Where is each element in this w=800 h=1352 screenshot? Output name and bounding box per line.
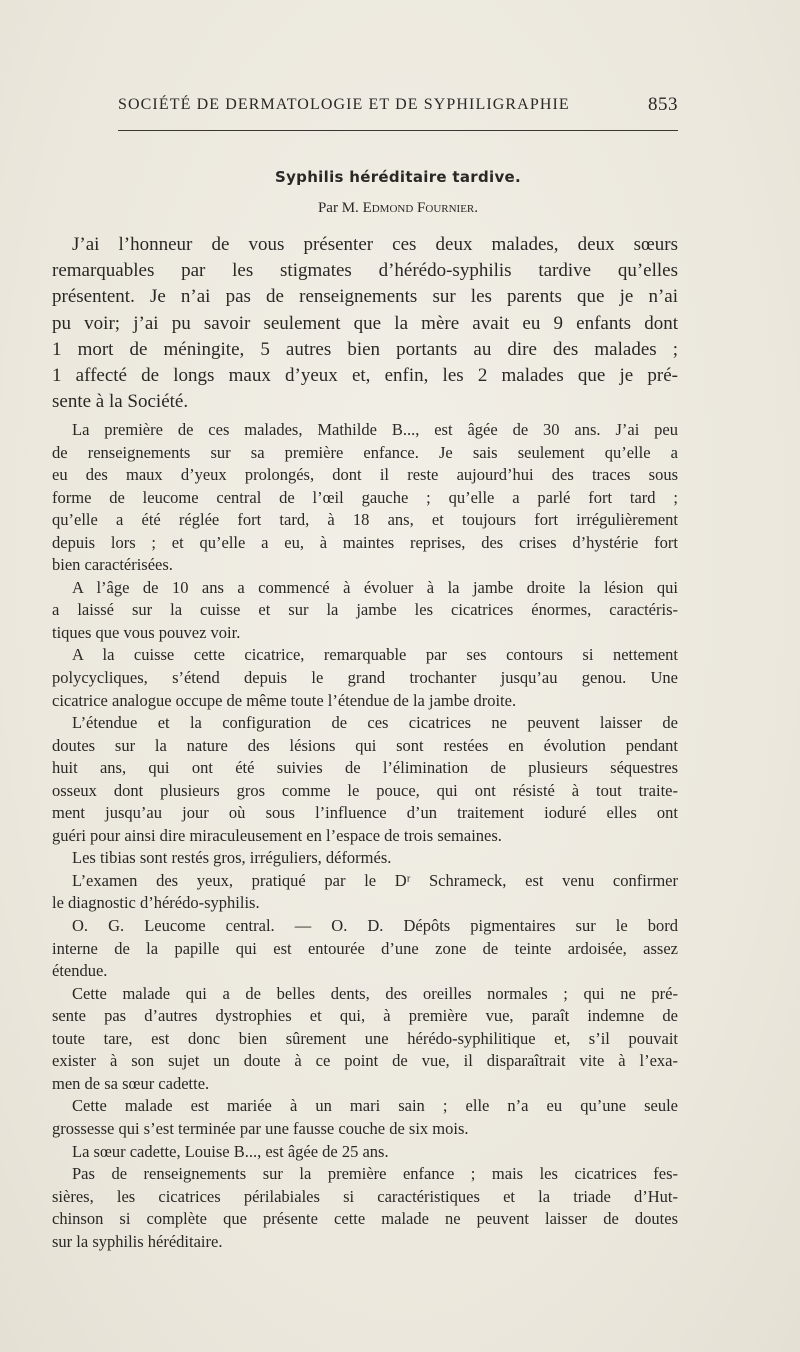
- text-line: La sœur cadette, Louise B..., est âgée de 25 ans.: [72, 1141, 389, 1161]
- intro-paragraph: [52, 232, 678, 415]
- text-line: chinson si complète que présente cette malade ne peuvent laisser de doutes: [52, 1209, 678, 1229]
- text-line: 1 mort de méningite, 5 autres bien portants au dire des malades ;: [52, 338, 678, 360]
- text-line: pu voir; j’ai pu savoir seulement que la mère avait eu 9 enfants dont: [52, 312, 678, 334]
- author-name: Edmond Fournier.: [362, 200, 479, 216]
- text-line: a laissé sur la cuisse et sur la jambe les cicatrices énormes, caractéris-: [52, 600, 678, 620]
- text-line: L’examen des yeux, pratiqué par le Dʳ Schrameck, est venu confirmer: [72, 870, 678, 890]
- text-line: 1 affecté de longs maux d’yeux et, enfin, les 2 malades que je pré-: [52, 364, 678, 386]
- text-line: toute tare, est donc bien sûrement une hérédo-syphilitique et, s’il pouvait: [52, 1028, 678, 1048]
- text-line: L’étendue et la configuration de ces cicatrices ne peuvent laisser de: [72, 713, 678, 733]
- text-line: huit ans, qui ont été suivies de l’élimination de plusieurs séquestres: [52, 758, 678, 778]
- text-line: bien caractérisées.: [52, 555, 173, 575]
- text-line: La première de ces malades, Mathilde B..., est âgée de 30 ans. J’ai peu: [72, 420, 678, 439]
- text-line: J’ai l’honneur de vous présenter ces deux malades, deux sœurs: [72, 234, 678, 255]
- author-line: [118, 200, 678, 217]
- article-title: Syphilis héréditaire tardive.: [274, 168, 522, 186]
- text-line: présentent. Je n’ai pas de renseignements sur les parents que je n’ai: [52, 286, 678, 308]
- text-line: depuis lors ; et qu’elle a eu, à maintes reprises, des crises d’hystérie fort: [52, 532, 678, 552]
- text-line: sur la syphilis héréditaire.: [52, 1231, 223, 1251]
- text-line: A la cuisse cette cicatrice, remarquable par ses contours si nettement: [72, 645, 678, 665]
- header-rule: [118, 130, 678, 131]
- text-line: sente pas d’autres dystrophies et qui, à première vue, paraît indemne de: [52, 1006, 678, 1026]
- running-header: [118, 96, 678, 122]
- text-line: cicatrice analogue occupe de même toute l’étendue de la jambe droite.: [52, 690, 517, 710]
- text-line: O. G. Leucome central. — O. D. Dépôts pigmentaires sur le bord: [72, 916, 678, 936]
- running-title: SOCIÉTÉ DE DERMATOLOGIE ET DE SYPHILIGRAPHIE: [118, 96, 570, 113]
- text-line: sières, les cicatrices périlabiales si caractéristiques et la triade d’Hut-: [52, 1186, 678, 1206]
- text-line: Pas de renseignements sur la première enfance ; mais les cicatrices fes-: [72, 1164, 678, 1184]
- text-line: remarquables par les stigmates d’hérédo-syphilis tardive qu’elles: [52, 260, 678, 282]
- text-line: Cette malade est mariée à un mari sain ; elle n’a eu qu’une seule: [72, 1096, 678, 1116]
- text-line: Cette malade qui a de belles dents, des oreilles normales ; qui ne pré-: [72, 983, 678, 1003]
- text-line: qu’elle a été réglée fort tard, à 18 ans, et toujours fort irrégulièrement: [52, 510, 678, 530]
- body-text: [52, 419, 678, 1253]
- text-line: sente à la Société.: [52, 391, 189, 413]
- text-line: eu des maux d’yeux prolongés, dont il reste aujourd’hui des traces sous: [52, 465, 678, 485]
- text-line: exister à son sujet un doute à ce point de vue, il disparaîtrait vite à l’exa-: [52, 1051, 678, 1071]
- text-line: tiques que vous pouvez voir.: [52, 622, 241, 642]
- text-line: Les tibias sont restés gros, irréguliers, déformés.: [72, 848, 392, 868]
- text-line: doutes sur la nature des lésions qui sont restées en évolution pendant: [52, 735, 678, 755]
- text-line: men de sa sœur cadette.: [52, 1073, 210, 1093]
- text-line: le diagnostic d’hérédo-syphilis.: [52, 893, 260, 913]
- text-line: ment jusqu’au jour où sous l’influence d’un traitement ioduré elles ont: [52, 803, 678, 823]
- text-line: A l’âge de 10 ans a commencé à évoluer à la jambe droite la lésion qui: [72, 577, 678, 597]
- text-line: forme de leucome central de l’œil gauche ; qu’elle a parlé fort tard ;: [52, 487, 678, 507]
- page-number: 853: [648, 94, 678, 115]
- text-line: osseux dont plusieurs gros comme le pouce, qui ont résisté à tout traite-: [52, 780, 678, 800]
- text-line: de renseignements sur sa première enfance. Je sais seulement qu’elle a: [52, 442, 678, 462]
- text-line: grossesse qui s’est terminée par une fausse couche de six mois.: [52, 1118, 469, 1138]
- text-line: guéri pour ainsi dire miraculeusement en l’espace de trois semaines.: [52, 825, 502, 845]
- text-line: interne de la papille qui est entourée d’une zone de teinte ardoisée, assez: [52, 938, 678, 958]
- text-line: polycycliques, s’étend depuis le grand trochanter jusqu’au genou. Une: [52, 668, 678, 688]
- author-prefix: Par M.: [317, 200, 359, 216]
- text-line: étendue.: [52, 961, 108, 981]
